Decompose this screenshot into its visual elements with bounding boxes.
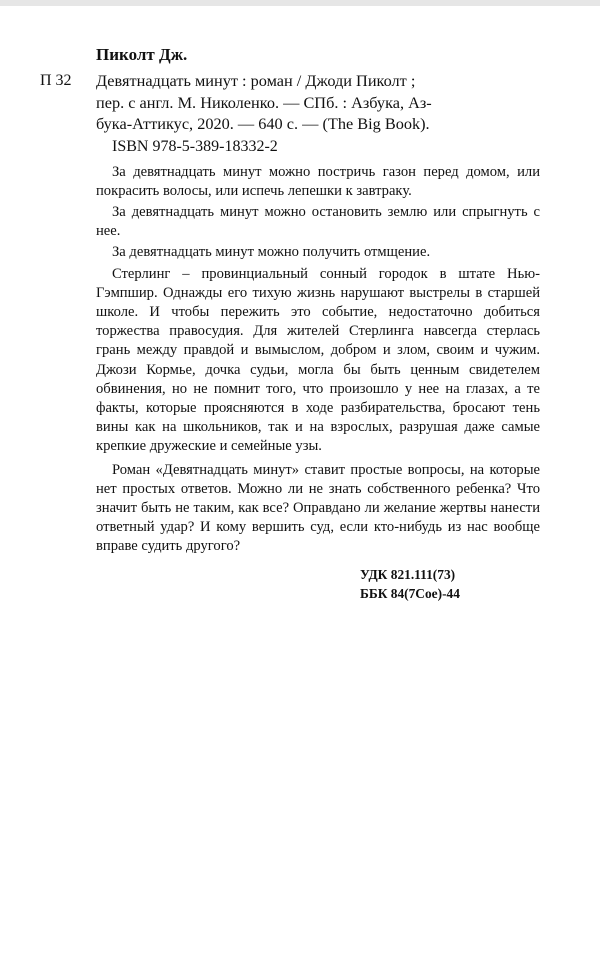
top-bar (0, 0, 600, 6)
bib-line: бука-Аттикус, 2020. — 640 с. — (The Big Book). (96, 114, 430, 133)
annotation-paragraph: Роман «Девятнадцать минут» ставит простые вопросы, на которые нет простых ответов. Можно ли не знать собственного ребенка? Что значит быть не таким, как все? Оправдано ли желание жертвы нанести ответный удар? И кому вершить суд, если кто-нибудь из нас вообще вправе судить другого? (96, 461, 540, 555)
isbn: ISBN 978-5-389-18332-2 (112, 137, 278, 155)
catalog-card (40, 44, 540, 603)
annotation-paragraph: За девятнадцать минут можно получить отмщение. (112, 244, 431, 261)
author-heading: Пиколт Дж. (96, 45, 188, 64)
bib-line: Девятнадцать минут : роман / Джоди Пиколт ; (96, 71, 416, 90)
annotation (96, 163, 540, 557)
bibliographic-description (96, 70, 540, 135)
classification-indexes (360, 565, 540, 603)
author-code: П 32 (40, 72, 72, 89)
annotation-paragraph: Стерлинг – провинциальный сонный городок в штате Нью-Гэмпшир. Однажды его тихую жизнь нарушают выстрелы в старшей школе. И чтобы пережить это событие, недостаточно добиться торжества правосудия. Для жителей Стерлинга навсегда стерлась грань между правдой и вымыслом, добром и злом, своим и чужим. Джози Кормье, дочка судьи, могла бы быть ценным свидетелем обвинения, но не помнит того, что произошло у нее на глазах, а те факты, которые проясняются в ходе разбирательства, бросают тень вины как на школьников, так и на взрослых, разрушая даже самые крепкие дружеские и семейные узы. (96, 265, 540, 455)
bib-line: пер. с англ. М. Николенко. — СПб. : Азбука, Аз- (96, 92, 432, 112)
udk-index: УДК 821.111(73) (360, 566, 456, 582)
bbk-index: ББК 84(7Сое)-44 (360, 585, 460, 601)
annotation-paragraph: За девятнадцать минут можно остановить землю или спрыгнуть с нее. (96, 203, 540, 240)
annotation-paragraph: За девятнадцать минут можно постричь газон перед домом, или покрасить волосы, или испечь лепешки к завтраку. (96, 163, 540, 199)
bibliographic-entry (40, 70, 540, 135)
